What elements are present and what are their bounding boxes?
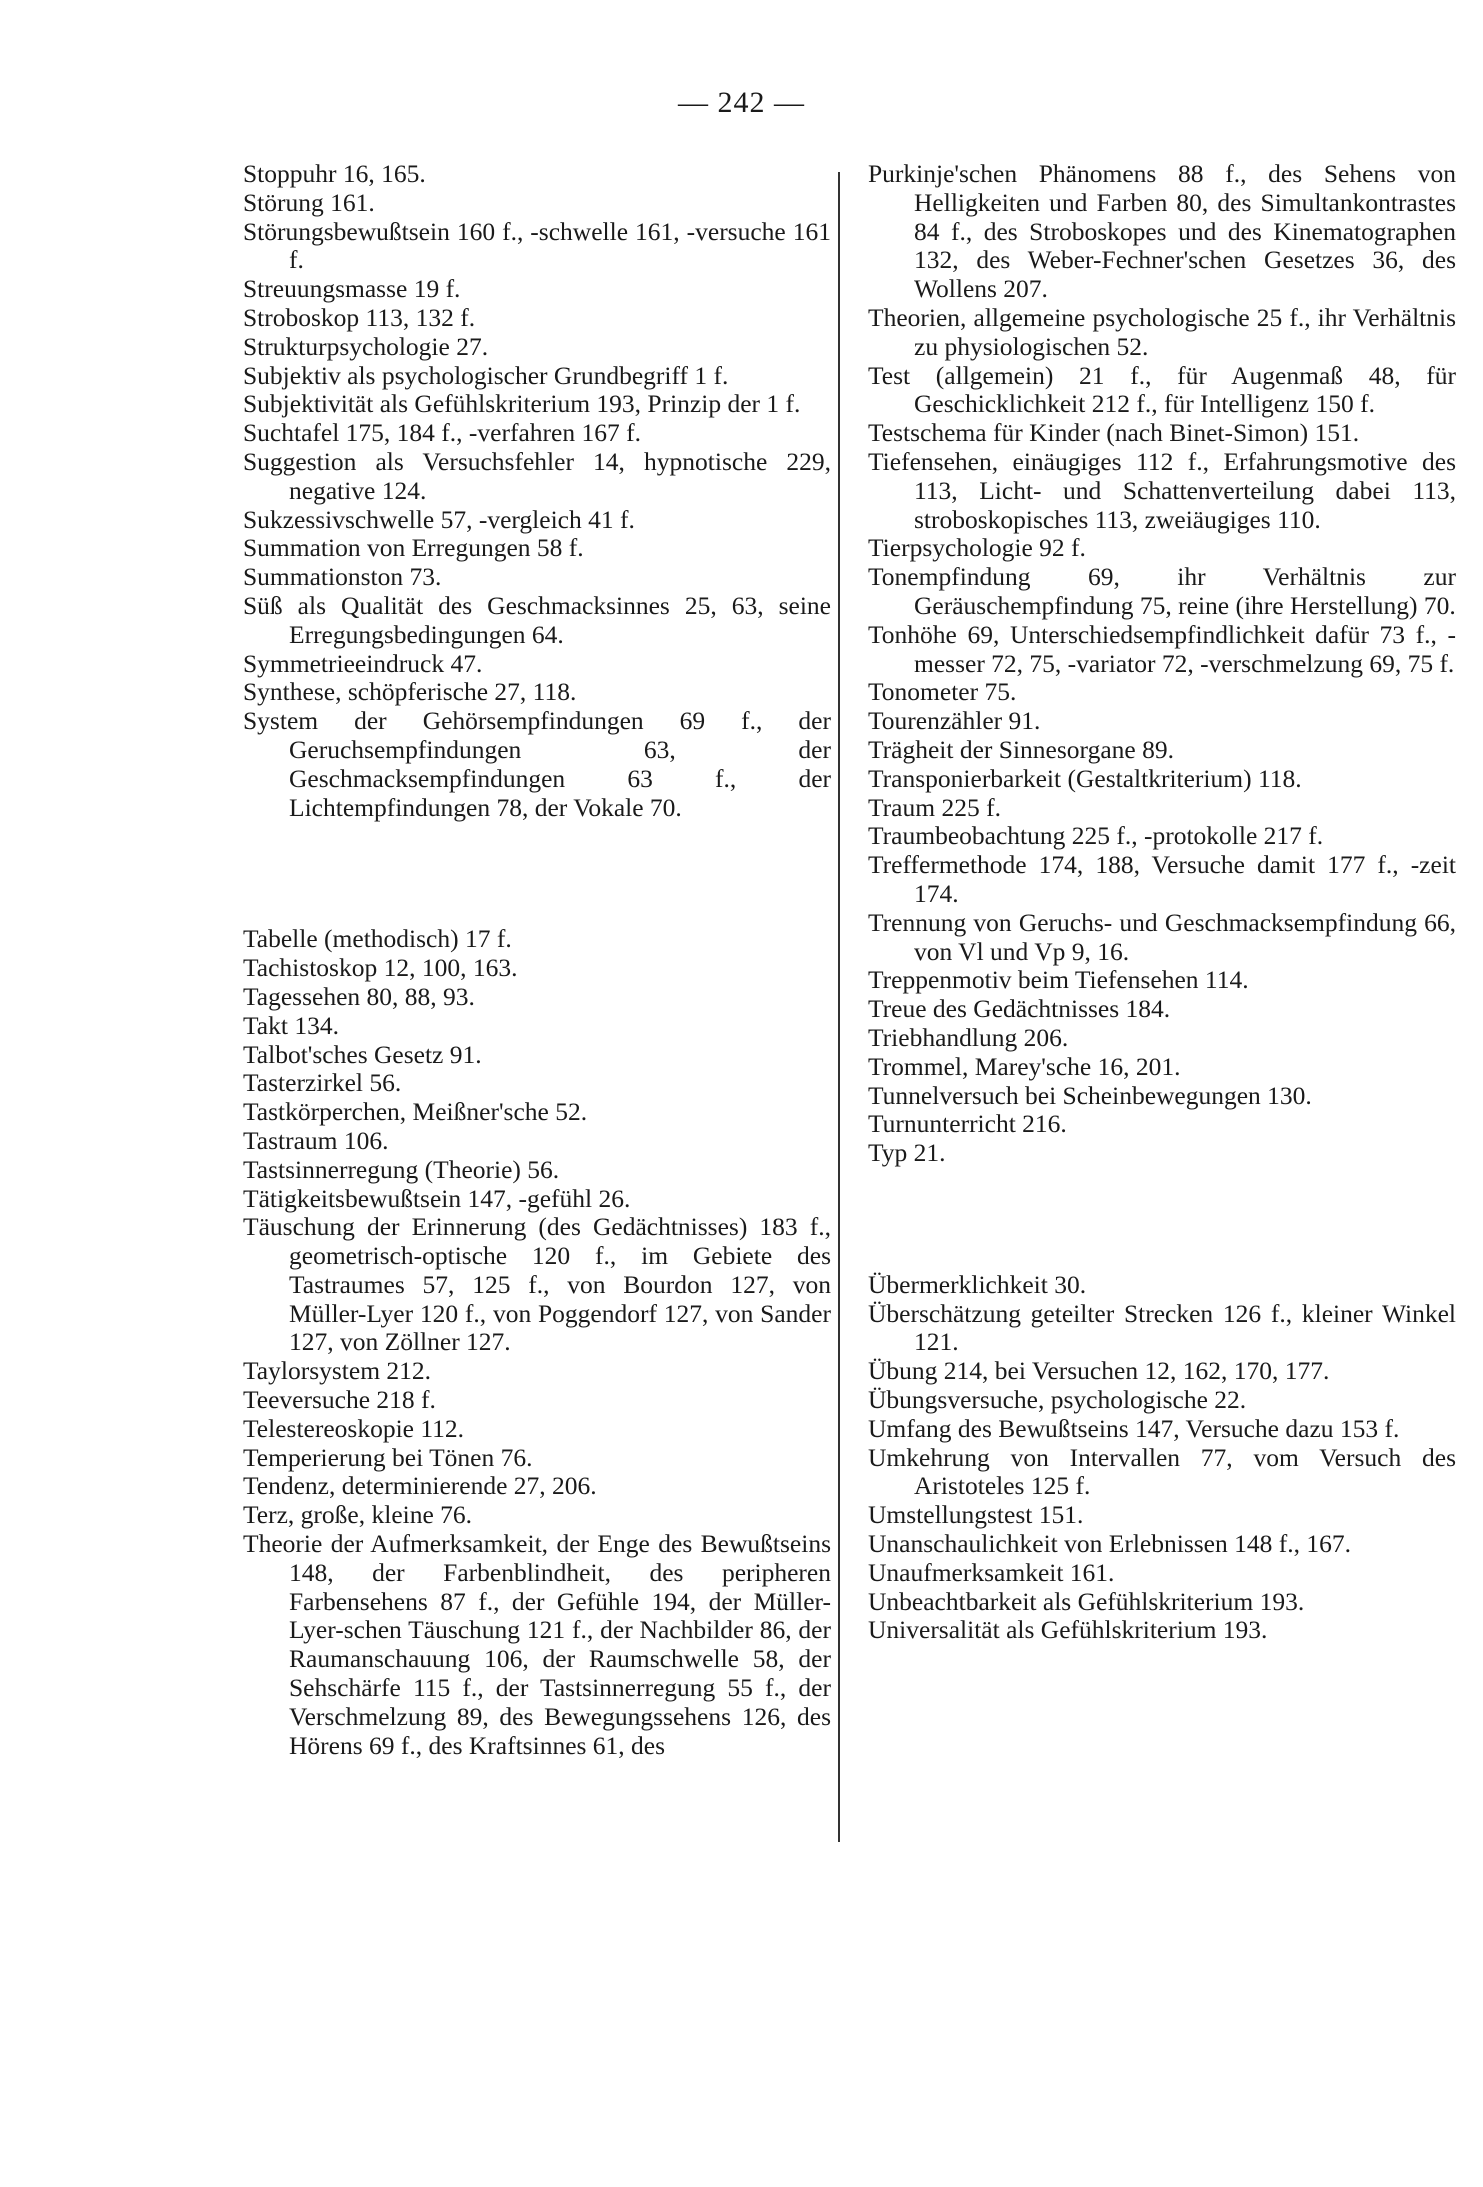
index-entry: Testschema für Kinder (nach Binet-Simon) 151.	[868, 418, 1360, 448]
index-entry: Universalität als Gefühlskriterium 193.	[868, 1615, 1268, 1645]
index-entry: Taylorsystem 212.	[243, 1356, 432, 1386]
index-entry: Stoppuhr 16, 165.	[243, 159, 426, 188]
index-entry: Talbot'sches Gesetz 91.	[243, 1039, 482, 1069]
index-entry: Tabelle (methodisch) 17 f.	[243, 924, 512, 954]
index-entry: Trägheit der Sinnesorgane 89.	[868, 734, 1174, 764]
index-entry: Trennung von Geruchs- und Geschmacksempfindung 66, von Vl und Vp 9, 16.	[868, 907, 1456, 966]
index-entry: Purkinje'schen Phänomens 88 f., des Sehens von Helligkeiten und Farben 80, des Simultankontrastes 84 f., des Stroboskopes und des Kinematographen 132, des Weber-Fechner'schen Gesetzes 36, des Wollens 207.	[868, 159, 1456, 304]
index-entry: Tonhöhe 69, Unterschiedsempfindlichkeit dafür 73 f., -messer 72, 75, -variator 72, -verschmelzung 69, 75 f.	[868, 619, 1456, 678]
index-entry: Täuschung der Erinnerung (des Gedächtnisses) 183 f., geometrisch-optische 120 f., im Gebiete des Tastraumes 57, 125 f., von Bourdon 127, von Müller-Lyer 120 f., von Poggendorf 127, von Sander 127, von Zöllner 127.	[243, 1212, 831, 1357]
index-entry: Tasterzirkel 56.	[243, 1068, 402, 1098]
index-entry: Typ 21.	[868, 1138, 946, 1168]
index-entry: Traumbeobachtung 225 f., -protokolle 217 f.	[868, 821, 1324, 851]
index-entry: Übermerklichkeit 30.	[868, 1269, 1087, 1299]
section-gap	[868, 1193, 1456, 1245]
index-entry: Theorien, allgemeine psychologische 25 f., ihr Verhältnis zu physiologischen 52.	[868, 302, 1456, 361]
index-entry: Strukturpsychologie 27.	[243, 331, 489, 361]
index-entry: Suggestion als Versuchsfehler 14, hypnotische 229, negative 124.	[243, 446, 831, 505]
index-entry: Summationston 73.	[243, 562, 442, 592]
index-entry: Synthese, schöpferische 27, 118.	[243, 677, 577, 707]
index-entry: Subjektivität als Gefühlskriterium 193, Prinzip der 1 f.	[243, 389, 801, 419]
page-number: — 242 —	[678, 86, 805, 119]
index-entry: Unanschaulichkeit von Erlebnissen 148 f., 167.	[868, 1529, 1351, 1559]
index-entry: Symmetrieeindruck 47.	[243, 648, 483, 678]
index-entry: Theorie der Aufmerksamkeit, der Enge des Bewußtseins 148, der Farbenblindheit, des peripheren Farbensehens 87 f., der Gefühle 194, der Müller-Lyer-schen Täuschung 121 f., der Nachbilder 86, der Raumanschauung 106, der Raumschwelle 58, der Sehschärfe 115 f., der Tastsinnerregung 55 f., der Verschmelzung 89, des Bewegungssehens 126, des Hörens 69 f., des Kraftsinnes 61, des	[243, 1529, 831, 1760]
index-entry: Übung 214, bei Versuchen 12, 162, 170, 177.	[868, 1356, 1330, 1386]
index-entry: Störung 161.	[243, 187, 375, 217]
index-entry: Tendenz, determinierende 27, 206.	[243, 1471, 597, 1501]
index-entry: Tastkörperchen, Meißner'sche 52.	[243, 1097, 588, 1127]
index-entry: Stroboskop 113, 132 f.	[243, 302, 476, 332]
index-entry: Turnunterricht 216.	[868, 1109, 1067, 1139]
index-entry: Treppenmotiv beim Tiefensehen 114.	[868, 965, 1249, 995]
index-entry: Unbeachtbarkeit als Gefühlskriterium 193.	[868, 1586, 1305, 1616]
index-entry: Treffermethode 174, 188, Versuche damit 177 f., -zeit 174.	[868, 850, 1456, 908]
index-entry: Tätigkeitsbewußtsein 147, -gefühl 26.	[243, 1183, 631, 1213]
index-entry: Test (allgemein) 21 f., für Augenmaß 48, für Geschicklichkeit 212 f., für Intelligenz 150 f.	[868, 360, 1456, 419]
index-entry: Umfang des Bewußtseins 147, Versuche dazu 153 f.	[868, 1413, 1400, 1443]
index-entry: Umstellungstest 151.	[868, 1500, 1084, 1530]
index-entry: Süß als Qualität des Geschmacksinnes 25, 63, seine Erregungsbedingungen 64.	[243, 590, 831, 649]
index-entry: Telestereoskopie 112.	[243, 1413, 465, 1443]
index-entry: Traum 225 f.	[868, 792, 1001, 822]
index-entry: Trommel, Marey'sche 16, 201.	[868, 1051, 1181, 1081]
index-entry: Takt 134.	[243, 1010, 339, 1040]
index-entry: Übungsversuche, psychologische 22.	[868, 1385, 1247, 1415]
index-entry: Summation von Erregungen 58 f.	[243, 533, 584, 563]
index-entry: Terz, große, kleine 76.	[243, 1500, 473, 1530]
index-entry: Streuungsmasse 19 f.	[243, 274, 461, 304]
index-entry: Tonempfindung 69, ihr Verhältnis zur Geräuschempfindung 75, reine (ihre Herstellung) 70.	[868, 562, 1456, 620]
index-entry: Treue des Gedächtnisses 184.	[868, 994, 1171, 1024]
index-entry: Sukzessivschwelle 57, -vergleich 41 f.	[243, 504, 635, 534]
index-entry: Umkehrung von Intervallen 77, vom Versuch des Aristoteles 125 f.	[868, 1442, 1456, 1501]
section-gap	[243, 848, 831, 900]
index-column-right	[868, 160, 1456, 1645]
index-entry: Tastsinnerregung (Theorie) 56.	[243, 1154, 560, 1184]
index-entry: Tourenzähler 91.	[868, 706, 1041, 736]
index-entry: Tastraum 106.	[243, 1125, 389, 1155]
index-entry: Tagessehen 80, 88, 93.	[243, 981, 475, 1011]
index-entry: Triebhandlung 206.	[868, 1022, 1069, 1052]
index-entry: Temperierung bei Tönen 76.	[243, 1442, 533, 1472]
index-entry: Tiefensehen, einäugiges 112 f., Erfahrungsmotive des 113, Licht- und Schattenverteilung dabei 113, stroboskopisches 113, zweiäugiges 110.	[868, 446, 1456, 534]
index-entry: Überschätzung geteilter Strecken 126 f., kleiner Winkel 121.	[868, 1298, 1456, 1357]
index-column-left	[243, 160, 831, 1760]
index-entry: Transponierbarkeit (Gestaltkriterium) 118.	[868, 763, 1302, 793]
index-entry: Tunnelversuch bei Scheinbewegungen 130.	[868, 1080, 1312, 1110]
column-divider	[838, 172, 840, 1842]
index-entry: System der Gehörsempfindungen 69 f., der Geruchsempfindungen 63, der Geschmacksempfindungen 63 f., der Lichtempfindungen 78, der Vokale 70.	[243, 706, 831, 822]
index-entry: Suchtafel 175, 184 f., -verfahren 167 f.	[243, 418, 641, 448]
index-entry: Teeversuche 218 f.	[243, 1385, 436, 1415]
index-entry: Subjektiv als psychologischer Grundbegriff 1 f.	[243, 360, 729, 390]
index-entry: Tonometer 75.	[868, 677, 1017, 707]
index-entry: Unaufmerksamkeit 161.	[868, 1557, 1115, 1587]
index-entry: Tachistoskop 12, 100, 163.	[243, 953, 518, 983]
index-entry: Tierpsychologie 92 f.	[868, 533, 1086, 563]
index-entry: Störungsbewußtsein 160 f., -schwelle 161, -versuche 161 f.	[243, 216, 831, 275]
